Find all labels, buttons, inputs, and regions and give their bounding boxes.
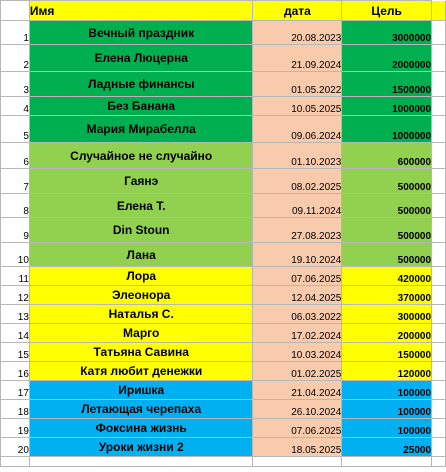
row-number[interactable]: 19 [1, 419, 30, 438]
date-cell[interactable]: 21.09.2024 [253, 45, 342, 72]
empty-cell[interactable] [432, 72, 446, 97]
date-cell[interactable]: 09.11.2024 [253, 194, 342, 218]
table-row [1, 305, 446, 324]
row-number[interactable]: 11 [1, 267, 30, 286]
table-row [1, 324, 446, 343]
goal-cell[interactable]: 500000 [342, 194, 432, 218]
name-cell[interactable]: Елена Люцерна [29, 45, 253, 72]
goal-cell[interactable]: 100000 [342, 381, 432, 400]
name-cell[interactable]: Гаянэ [29, 169, 253, 194]
name-cell[interactable]: Фоксина жизнь [29, 419, 253, 438]
empty-cell[interactable] [432, 21, 446, 45]
empty-cell[interactable] [253, 457, 342, 467]
name-cell[interactable]: Ладные финансы [29, 72, 253, 97]
empty-cell[interactable] [432, 267, 446, 286]
table-row [1, 143, 446, 169]
goal-cell[interactable]: 500000 [342, 169, 432, 194]
empty-cell[interactable] [432, 438, 446, 457]
empty-cell[interactable] [432, 305, 446, 324]
row-number[interactable]: 13 [1, 305, 30, 324]
goal-cell[interactable]: 3000000 [342, 21, 432, 45]
date-cell[interactable]: 26.10.2024 [253, 400, 342, 419]
goal-cell[interactable]: 100000 [342, 419, 432, 438]
date-cell[interactable]: 19.10.2024 [253, 243, 342, 267]
empty-cell[interactable] [432, 116, 446, 143]
empty-cell[interactable] [432, 400, 446, 419]
name-cell[interactable]: Вечный праздник [29, 21, 253, 45]
date-cell[interactable]: 08.02.2025 [253, 169, 342, 194]
empty-cell[interactable] [432, 143, 446, 169]
empty-cell[interactable] [342, 457, 432, 467]
table-row [1, 400, 446, 419]
date-cell[interactable]: 20.08.2023 [253, 21, 342, 45]
empty-cell[interactable] [432, 362, 446, 381]
goal-cell[interactable]: 200000 [342, 324, 432, 343]
empty-cell[interactable] [432, 169, 446, 194]
name-cell[interactable]: Элеонора [29, 286, 253, 305]
goal-cell[interactable]: 150000 [342, 343, 432, 362]
name-cell[interactable]: Уроки жизни 2 [29, 438, 253, 457]
table-row [1, 116, 446, 143]
row-number[interactable]: 4 [1, 97, 30, 116]
table-row [1, 267, 446, 286]
row-number[interactable]: 8 [1, 194, 30, 218]
table-row [1, 381, 446, 400]
row-number[interactable]: 12 [1, 286, 30, 305]
row-number[interactable]: 15 [1, 343, 30, 362]
row-number[interactable]: 14 [1, 324, 30, 343]
table-row [1, 286, 446, 305]
row-number[interactable]: 6 [1, 143, 30, 169]
table-row [1, 218, 446, 243]
date-cell[interactable]: 01.10.2023 [253, 143, 342, 169]
row-number[interactable]: 7 [1, 169, 30, 194]
table-row [1, 343, 446, 362]
column-header-name[interactable]: Имя [29, 1, 253, 21]
empty-cell[interactable] [432, 97, 446, 116]
row-number[interactable]: 20 [1, 438, 30, 457]
name-cell[interactable]: Без Банана [29, 97, 253, 116]
column-header-goal[interactable]: Цель [342, 1, 432, 21]
name-cell[interactable]: Катя любит денежки [29, 362, 253, 381]
date-cell[interactable]: 12.04.2025 [253, 286, 342, 305]
table-row [1, 21, 446, 45]
table-row [1, 97, 446, 116]
header-row [1, 1, 446, 21]
date-cell[interactable]: 09.06.2024 [253, 116, 342, 143]
name-cell[interactable]: Наталья С. [29, 305, 253, 324]
date-cell[interactable]: 17.02.2024 [253, 324, 342, 343]
empty-cell[interactable] [29, 457, 253, 467]
column-header-date[interactable]: дата [253, 1, 342, 21]
goal-cell[interactable]: 600000 [342, 143, 432, 169]
goal-cell[interactable]: 25000 [342, 438, 432, 457]
table-row [1, 243, 446, 267]
name-cell[interactable]: Иришка [29, 381, 253, 400]
row-number[interactable]: 17 [1, 381, 30, 400]
goal-cell[interactable]: 500000 [342, 243, 432, 267]
goal-cell[interactable]: 300000 [342, 305, 432, 324]
row-number[interactable]: 16 [1, 362, 30, 381]
goal-cell[interactable]: 1000000 [342, 97, 432, 116]
name-cell[interactable]: Din Stoun [29, 218, 253, 243]
name-cell[interactable]: Летающая черепаха [29, 400, 253, 419]
empty-cell[interactable] [432, 1, 446, 21]
empty-cell[interactable] [432, 243, 446, 267]
name-cell[interactable]: Елена Т. [29, 194, 253, 218]
table-row [1, 419, 446, 438]
empty-cell[interactable] [432, 381, 446, 400]
date-cell[interactable]: 07.06.2025 [253, 267, 342, 286]
row-number[interactable]: 5 [1, 116, 30, 143]
empty-cell[interactable] [432, 286, 446, 305]
table-row [1, 72, 446, 97]
goal-cell[interactable]: 500000 [342, 218, 432, 243]
empty-cell[interactable] [432, 45, 446, 72]
name-cell[interactable]: Татьяна Савина [29, 343, 253, 362]
empty-cell[interactable] [432, 324, 446, 343]
name-cell[interactable]: Мария Мирабелла [29, 116, 253, 143]
goal-cell[interactable]: 100000 [342, 400, 432, 419]
table-row [1, 194, 446, 218]
row-number[interactable]: 9 [1, 218, 30, 243]
goal-cell[interactable]: 1000000 [342, 116, 432, 143]
goal-cell[interactable]: 1500000 [342, 72, 432, 97]
row-number[interactable]: 18 [1, 400, 30, 419]
date-cell[interactable]: 07.06.2025 [253, 419, 342, 438]
date-cell[interactable]: 10.05.2025 [253, 97, 342, 116]
goal-cell[interactable]: 120000 [342, 362, 432, 381]
goal-cell[interactable]: 2000000 [342, 45, 432, 72]
empty-cell[interactable] [432, 419, 446, 438]
empty-cell[interactable] [432, 194, 446, 218]
date-cell[interactable]: 06.03.2022 [253, 305, 342, 324]
goal-cell[interactable]: 370000 [342, 286, 432, 305]
goal-cell[interactable]: 420000 [342, 267, 432, 286]
table-row [1, 169, 446, 194]
date-cell[interactable]: 01.02.2025 [253, 362, 342, 381]
table-row [1, 45, 446, 72]
empty-cell[interactable] [432, 343, 446, 362]
name-cell[interactable]: Лана [29, 243, 253, 267]
date-cell[interactable]: 21.04.2024 [253, 381, 342, 400]
table-row [1, 438, 446, 457]
row-number-header [1, 1, 30, 21]
name-cell[interactable]: Марго [29, 324, 253, 343]
row-number[interactable]: 10 [1, 243, 30, 267]
date-cell[interactable]: 10.03.2024 [253, 343, 342, 362]
row-number[interactable] [1, 457, 30, 467]
name-cell[interactable]: Случайное не случайно [29, 143, 253, 169]
name-cell[interactable]: Лора [29, 267, 253, 286]
row-number[interactable]: 3 [1, 72, 30, 97]
date-cell[interactable]: 18.05.2025 [253, 438, 342, 457]
empty-cell[interactable] [432, 457, 446, 467]
row-number[interactable]: 1 [1, 21, 30, 45]
date-cell[interactable]: 27.08.2023 [253, 218, 342, 243]
row-number[interactable]: 2 [1, 45, 30, 72]
date-cell[interactable]: 01.05.2022 [253, 72, 342, 97]
empty-row [1, 457, 446, 467]
empty-cell[interactable] [432, 218, 446, 243]
table-row [1, 362, 446, 381]
